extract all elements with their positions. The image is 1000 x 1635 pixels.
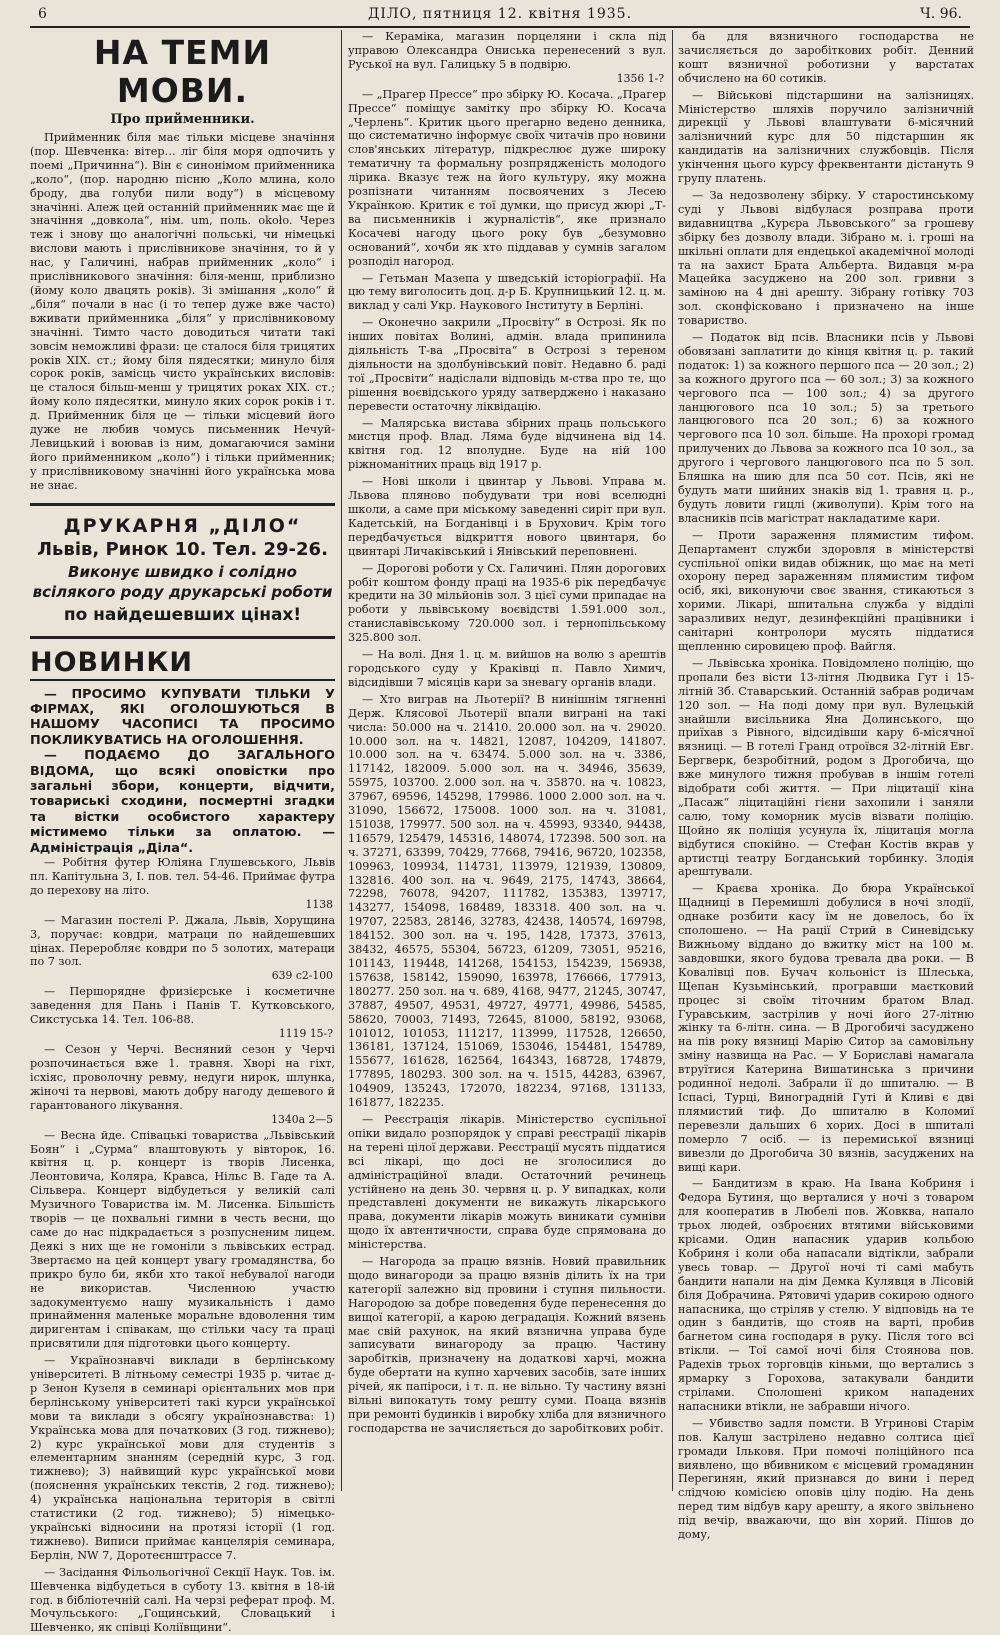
news-item-text: — Українознавчі виклади в берлінському університеті. В літньому семестрі 1935 р. читає д-р Зенон Кузеля в семинарі орієнтальних мов при берлінському університеті такі курси української мови та виклади з обсягу українознавства: 1) Українська мова для початкових (3 год. тижнево); 2) курс української мови для студентів з елементарним знанням (середній курс, 3 год. тижнево); 3) найвищий курс української мови (пояснення українських текстів, 2 год. тижнево); 4) українська національна територія в світлі статистики (2 год. тижнево); 5) німецько-українські відносини на протязі історії (1 год. тижнево). Виписи приймає канцелярія семинара, Берлін, NW 7, Доротеєнштрассе 7. — [30, 1354, 335, 1562]
news-item — [678, 529, 974, 654]
column-rule — [341, 30, 342, 1491]
news-item-text: — Нові школи і цвинтар у Львові. Управа м. Львова пляново побудувати три нові вселюдні школи, а саме при міському заведенні сиріт при вул. Кадетській, на Богданівці і в Брухович. Крім того передбачується відкриття нового цвинтаря, бо цвинтарі Личаківський і Янівський переповнені. — [348, 475, 666, 558]
news-item — [348, 417, 666, 473]
news-item-text: — Гетьман Мазепа у шведській історіографії. На цю тему виголосить доц. д-р Б. Крупницький 12. ц. м. виклад у салі Укр. Наукового Інституту в Берліні. — [348, 271, 666, 313]
news-item-text: — Бандитизм в краю. На Івана Кобриня і Федора Бутиня, що верталися у ночі з товаром для кооператив в Любелі пов. Жовква, напало трьох людей, озброєних втятими військовими крісами. Один напасник ударив кольбою Кобриня і коли оба напасали відтікли, забрали увесь товар. — Другої ночі ті самі мабуть бандити напали на дім Демка Кулявця в Лісовій біля Добрачина. Рятовичі ударив сокирою одного напасника, що стріляв у стелю. У відповідь на те один з бандитів, що стояв на варті, пробив багнетом сина господаря в руку. Після того всі втікли. — Тої самої ночі біля Стоянова пов. Радехів трьох торговців кіньми, що вертались з ярмарку з Горохова, затакували бандити стрілами. Сполошені криком нападених напасники втікли, не забравши нічого. — [678, 1177, 974, 1413]
column-3 — [678, 30, 974, 1542]
news-item-text: — Весна йде. Співацькі товариства „Львівський Боян“ і „Сурма“ влаштовують у вівторок, 16. квітня ц. р. концерт із творів Лисенка, Леонтовича, Коляра, Кравса, Нільс В. Гаде та А. Сільвера. Концерт відбудеться у великій салі Музичного Товариства ім. М. Лисенка. Більшість творів — це похвальні гимни в честь весни, що саме до нас підкрадається з розпусненим лицем. Деякі з них ще не гомоніли з львівських естрад. Звертаємо на цей концерт увагу громадянства, бо прикро було би, якби хто такої небувалої нагоди не використав. Численною участю задокументуємо нашу музикальність і дамо принаймення маленьке моральне вдоволення тим диригентам і співакам, що стільки часу та праці присвятили для підготовки цього концерту. — [30, 1128, 335, 1351]
notice: — ПРОСИМО КУПУВАТИ ТІЛЬКИ У ФІРМАХ, ЯКІ ОГОЛОШУЮТЬСЯ В НАШОМУ ЧАСОПИСІ ТА ПРОСИМО ПОКЛИКУВАТИСЬ НА ОГОЛОШЕННЯ. — [30, 686, 335, 748]
news-item — [348, 693, 666, 1110]
column-2 — [348, 30, 666, 1491]
article-subhead: Про прийменники. — [110, 112, 255, 127]
news-item-text: — Хто виграв на Льотерії? В нинішнім тягненні Держ. Клясової Льотерії впали виграні на такі числа: 50.000 на ч. 21410. 20.000 зол. на ч. 29020. 10.000 зол. на ч. 14821, 12087, 104209, 141807. 10.000 зол. на ч. 63474. 5.000 зол. на ч. 3386, 117142, 182009. 5.000 зол. на ч. 34946, 35639, 55975, 103700. 2.000 зол. на ч. 35870. на ч. 10823, 37967, 69596, 145298, 179986. 1000 2.000 зол. на ч. 31090, 156672, 175008. 1000 зол. на ч. 31081, 151038, 179977. 500 зол. на ч. 45993, 93340, 94438, 116579, 125479, 145316, 148074, 172398. 500 зол. на ч. 37271, 63399, 70429, 77668, 79416, 96720, 102358, 109963, 109934, 114731, 113979, 121939, 130809, 132816. 400 зол. на ч. 9649, 2175, 14743, 38664, 72298, 76078, 94207, 111782, 135383, 139717, 143277, 154098, 168489, 183318. 400 зол. на ч. 19707, 22583, 28146, 32783, 42438, 140574, 169798, 184152. 300 зол. на ч. 195, 1428, 17373, 37613, 38432, 46575, 55304, 56723, 61209, 73051, 95216, 101143, 119448, 141268, 154153, 154239, 156938, 157638, 158142, 159090, 163978, 176666, 177913, 180277. 250 зол. на ч. 689, 4168, 9477, 21245, 30747, 37887, 49507, 49531, 49727, 49771, 49986, 54585, 58620, 70003, 71493, 72645, 81000, 58192, 93068, 101012, 101053, 111217, 113999, 117528, 126650, 136181, 137124, 151069, 153046, 154481, 154789, 155677, 161628, 162564, 164343, 168728, 174879, 177895, 180293. 300 зол. на ч. 1515, 44283, 63967, 104909, 135243, 172070, 182234, 97168, 131133, 161877, 182235. — [348, 692, 666, 1110]
masthead-title: ДІЛО, пятниця 12. квітня 1935. — [367, 6, 633, 22]
news-item — [678, 30, 974, 86]
news-item — [678, 89, 974, 186]
news-item — [348, 1255, 666, 1436]
news-list — [30, 856, 335, 1635]
news-item — [30, 1043, 335, 1126]
ad-line: по найдешевших цінах! — [63, 604, 302, 625]
news-item — [348, 88, 666, 269]
news-item-text: — Сезон у Черчі. Весняний сезон у Черчі розпочинається вже 1. травня. Хворі на гіхт, ісхіяс, проволочну ревму, недуги нирок, шлунка, жіночі та нервові, мають добру нагоду дешевого й гарантованого лікування. — [30, 1043, 335, 1112]
news-item-text: — Першорядне фризієрське і косметичне заведення для Пань і Панів Т. Кутковського, Сикстуська 14. Тел. 106-88. — [30, 985, 335, 1027]
ad-reference: 1356 1-? — [616, 71, 664, 85]
news-item-text: — Кераміка, магазин порцеляни і скла під управою Олександра Ониська перенесений з вул. Руської на вул. Галицьку 5 в подвірю. — [348, 30, 666, 71]
news-item-text: — Податок від псів. Власники псів у Львові обовязані заплатити до кінця квітня ц. р. такий податок: 1) за кожного першого пса — 20 зол.; 2) за кожного другого пса — 60 зол.; 3) за кожного чергового пса — 100 зол.; 4) за другого ланцюгового пса 10 зол.; 5) за третього ланцюгового пса 20 зол.; 6) за кожного чергового пса 10 зол. більше. На прохорі громад прилучених до Львова за кожного пса 10 зол., за другого і чергового ланцюгового пса по 5 зол. Бляшка на шию для пса 50 сот. Псів, які не будуть мати шийних знаків від 1. травня ц. р., будуть ловити гицлі (живолупи). Крім того на власників псів магістрат накладатиме кари. — [678, 331, 974, 525]
news-item-text: — Військові підстаршини на залізницях. Міністерство шляхів поручило залізничній дирекції у Львові влаштувати 6-місячний залізничний курс для 50 підстаршин як кандидатів на залізничних службовців. Після укінчення цього курсу фреквентанти дістануть 9 групу платень. — [678, 88, 974, 186]
news-item-text: — Убивство задля помсти. В Угринові Старім пов. Калуш застрілено недавно солтиса цієї громади Ільковя. При помочі поліційного пса виявлено, що вбивником є місцевий громадянин Перегинян, який признався до вини і перед слідчою комісією оповів цілу подію. На день перед тим відбув кару арешту, а якого звільнено під вечір, вважаючи, що він хорий. Пішов до дому, — [678, 1416, 974, 1542]
news-item-text: — Нагорода за працю вязнів. Новий правильник щодо винагороди за працю вязнів ділить їх на три категорії залежно від провини і ступня пильности. Нагородою за добре поведення буде перенесення до вищої категорії, а карою деградація. Кожний вязень має свій рахунок, на який вязнична управа буде записувати винагороду за працю. Частину заробітків, призначену на додаткові харчі, можна буде обертати на купно харчевих засобів, зате інших річей, як папіроси, і т. п. не вільно. Ту частину вязні вільні випокатуть тому решту суми. Поаца вязнів при ремонті будинків і виробку хліба для вязничного господарства не зачисляється до заробіткових робіт. — [348, 1255, 666, 1435]
news-item — [678, 1417, 974, 1542]
column-rule — [672, 30, 673, 1491]
news-item — [348, 272, 666, 314]
news-item-text: — Малярська вистава збірних праць польського мистця проф. Влад. Ляма буде відчинена від 14. квітня год. 12 вполудне. Буде на ній 100 ріжноманітних праць від 1917 р. — [348, 416, 666, 472]
article-body: Прийменник біля має тільки місцеве значіння (пор. Шевченка: вітер… ліг біля моря одпочить у поемі „Причинна“). Він є синонімом прийменника „коло“, (пор. народню пісню „Коло млина, коло броду, два голуби пили воду“) в місцевому значінні. Алеж цей останній прийменник має ще й значіння „довкола“, нім. um, поль. około. Через теж і знову що аналогічні польські, чи німецькі вислови мають і прислівникове значіння, то й у нас, у Галичині, набрав прийменник „коло“ і прислівникового значіння: біля-менш, приблизно (йому коло двацять років). Зі змішання „коло“ й „біля“ почали в нас (і то тепер дуже вже часто) вживати прийменника „біля“ у прислівниковому значінні. Тимто часто доводиться читати такі зовсім неможливі фрази: це сталося біля трицятих років XIX. ст.; йому біля пядесятки; минуло біля сорок років, замісць чисто українських висловів: це сталося більш-менш у трицятих роках XIX. ст.; йому коло пядесятки, минуло яких сорок років і т. д. Прийменник біля це — тільки місцевий його дуже не любив чомусь письменник Нечуй-Левицький і воював із ним, домагаючися заміни його прийменником „коло“) і тільки прийменник; у прислівниковому значінні його українська мова не знає. — [30, 131, 335, 492]
ad-reference: 1138 — [305, 897, 333, 911]
ad-line: Львів, Ринок 10. Тел. 29-26. — [37, 538, 328, 560]
news-item — [30, 856, 335, 911]
news-item-text: — Проти зараження плямистим тифом. Департамент служби здоровля в міністерстві суспільної опіки видав обіжник, що має на меті охорону перед зараженням плямистим тифом осіб, які, виконуючи своє звання, стикаються з хорими. Лікарі, шпитальна служба у відділі заразливих недуг, дезинфекційні працівники і санітарні контролори мусять піддатися щепленню сировицею проф. Вайгля. — [678, 528, 974, 653]
news-item-text: — На волі. Дня 1. ц. м. вийшов на волю з арештів городського суду у Краківці п. Павло Химич, відсидівши 7 місяців кари за зневагу органів влади. — [348, 648, 666, 689]
news-item — [30, 1354, 335, 1563]
news-item — [30, 914, 335, 983]
news-item-text: — „Прагер Прессе“ про збірку Ю. Косача. „Прагер Прессе“ поміщує замітку про збірку Ю. Косача „Черлень“. Критик цього прегарно ведено денника, що систематично інформує своїх читачів про новини слов'янських літератур, підкреслює дуже широку тематичну та формальну розпрядженість молодого лірика. Вказує теж на його культуру, яку можна розпізнати читанням посвоячених з Лесею Українкою. Критик є тої думки, що присуд жюрі „Т-ва письменників і журналістів“, яке признало Косачеві нагоду цього року був „безумовно оснований“, хочби як хто піддавав у сумнів загалом розподіл нагород. — [348, 87, 666, 268]
news-item-text: — Оконечно закрили „Просвіту“ в Острозі. Як по інших повітах Волині, адмін. влада припинила діяльність Т-ва „Просвіта“ в Острозі з тереном діяльности на здолбунівський повіт. Недавно б. раді тої „Просвіти“ надіслали відповідь м-ства про те, що рішення воєвідського уряду затверджено і наказано перевести остаточну ліквідацію. — [348, 316, 666, 413]
news-item — [30, 1129, 335, 1352]
news-item — [678, 1177, 974, 1413]
news-item-text: — Дорогові роботи у Сх. Галичині. Плян дорогових робіт коштом фонду праці на 1935-6 рік передбачує кредити на 30 мільйонів зол. З цієї суми припадає на роботи у львівському воєвідстві 1.591.000 зол., станиславівському 720.000 зол. і тернопільському 325.800 зол. — [348, 561, 666, 645]
news-item-text: — Краєва хроніка. До бюра Української Щадниці в Перемишлі добулися в ночі злодії, однаке розбити касу їм не довелось, бо їх сполошено. — На рації Стрий в Синевідську Вижньому віддано до вжитку міст на 100 м. завдовшки, якого будова тревала два роки. — В Ковалівці пов. Бучач кольоніст із Шлеська, Щепан Кузьмінський, програвши маєтковий процес зі своїм тіточним братом Влад. Гуравським, застрілив у ночі його 27-літню жінку та 6-літн. сина. — В Дрогобичі засуджено на пів року вязниці Марію Ситор за самовільну зміну назвища на Рас. — У Бориславі намагала втруїтися Катерина Вишатинська з причини родинної недолі. Забрали її до шпиталю. — В Іспасі, Турці, Виноградній Гуті й Кливі є дві плямистий тиф. До шпиталю в Коломиї перевезли дальших 6 хорих. Досі в шпиталі померло 7 осіб. — із перемиської вязниці вивезли до Дрогобича 30 вязнів, засуджених на вищі кари. — [678, 882, 974, 1174]
news-item — [30, 1566, 335, 1635]
news-item-text: — Реєстрація лікарів. Міністерство суспільної опіки видало розпорядок у справі реєстрації лікарів на терені цілої держави. Реєстрації мусять піддатися всі лікарі, що досі не зголосилися до адміністраційної влади. Остаточний речинець устійнено на день 30. червня ц. р. У випадках, коли представлені документи не викажуть лікарського права, документи лікарів можуть виникати сумніви щодо їх автентичности, справа буде спрямована до міністерства. — [348, 1112, 666, 1252]
ad-line: Виконує швидко і солідно всілякого роду друкарські роботи — [32, 562, 333, 601]
news-item-text: — Львівська хроніка. Повідомлено поліцію, що пропали без вісти 13-літня Людвика Гут і 15-літній Зб. Ставарський. Останній забрав родичам 120 зол. — На поді дому при вул. Вулецькій знайшли висільника Яна Долинського, що приїхав з Рівного, відсидівши кару 6-місячної вязниці. — В готелі Гранд отроївся 32-літній Евг. Бергверк, безробітний, родом з Дрогобича, що вже минулого тижня пробував в іншім готелі відобрати собі життя. — При ліцитації кіна „Пасаж“ ліцитаційні гієни захопили і заняли салю, тому коморник мусів візвати поліцію. Щойно як поліція усунула їх, ліцитація могла відбутися спокійно. — Стефан Костів вкрав у артистці театру Богданський торбинку. Злодія арештували. — [678, 656, 974, 879]
ad-reference: 1340а 2—5 — [271, 1112, 333, 1126]
news-item — [678, 882, 974, 1174]
page-number: 6 — [38, 6, 47, 22]
news-item — [678, 657, 974, 880]
news-item-text: — Засідання Фільольогічної Секції Наук. Тов. ім. Шевченка відбудеться в суботу 13. квітня в 18-ій год. в бібліотечній салі. На черзі реферат проф. М. Мочульського: „Гощинський, Словацький і Шевченко, як співці Коліївщини“. — [30, 1565, 335, 1635]
column-1 — [30, 30, 335, 1635]
news-item — [348, 30, 666, 85]
issue-number: Ч. 96. — [920, 6, 962, 22]
news-item-text: — Магазин постелі Р. Джала, Львів, Хорущина 3, поручає: ковдри, матраци по найдешевших цінах. Переробляє ковдри по 5 золотих, матераци по 7 зол. — [30, 913, 335, 969]
news-item-text: ба для вязничного господарства не зачисляється до заробіткових робіт. Денний кошт вязничної роботизни у варстатах обчислено на 60 сотиків. — [678, 30, 974, 85]
news-item — [348, 648, 666, 690]
news-item — [678, 331, 974, 526]
news-list — [348, 30, 666, 1436]
notice: — ПОДАЄМО ДО ЗАГАЛЬНОГО ВІДОМА, що всякі оповістки про загальні збори, концерти, відчити, товариські сходини, посмертні згадки та вістки особистого характеру містимемо тільки за оплатою. — Адміністрація „Діла“. — [30, 748, 335, 856]
ad-reference: 639 с2-100 — [271, 969, 333, 983]
section-title: НОВИНКИ — [30, 647, 335, 681]
news-item — [348, 562, 666, 645]
masthead — [30, 4, 970, 28]
news-item-text: — Робітня футер Юліяна Глушевського, Львів пл. Капітульна 3, І. пов. тел. 54-46. Приймає футра до перехову на літо. — [30, 856, 335, 897]
news-item-text: — За недозволену збірку. У старостинському суді у Львові відбулася розправа проти видавництва „Курєра Львовського“ за грошеву збірку без дозволу влади. Зібрано м. і. гроші на шкільні оплати для ендецької академічної молоді та на захист Брата Альберта. Видавця м-ра Мацейка засуджено на 200 зол. гривни з заміною на 4 дні арешту. Зібрану готівку 703 зол. сконфісковано і призначено на інше товариство. — [678, 188, 974, 328]
article-headline: НА ТЕМИ МОВИ. — [93, 33, 272, 110]
news-item — [348, 316, 666, 413]
news-item — [678, 189, 974, 328]
ad-line: ДРУКАРНЯ „ДІЛО“ — [63, 514, 302, 537]
news-list — [678, 30, 974, 1542]
ad-reference: 1119 15-? — [278, 1027, 333, 1041]
news-item — [30, 985, 335, 1040]
news-item — [348, 475, 666, 558]
news-item — [348, 1113, 666, 1252]
print-shop-ad — [30, 503, 335, 639]
